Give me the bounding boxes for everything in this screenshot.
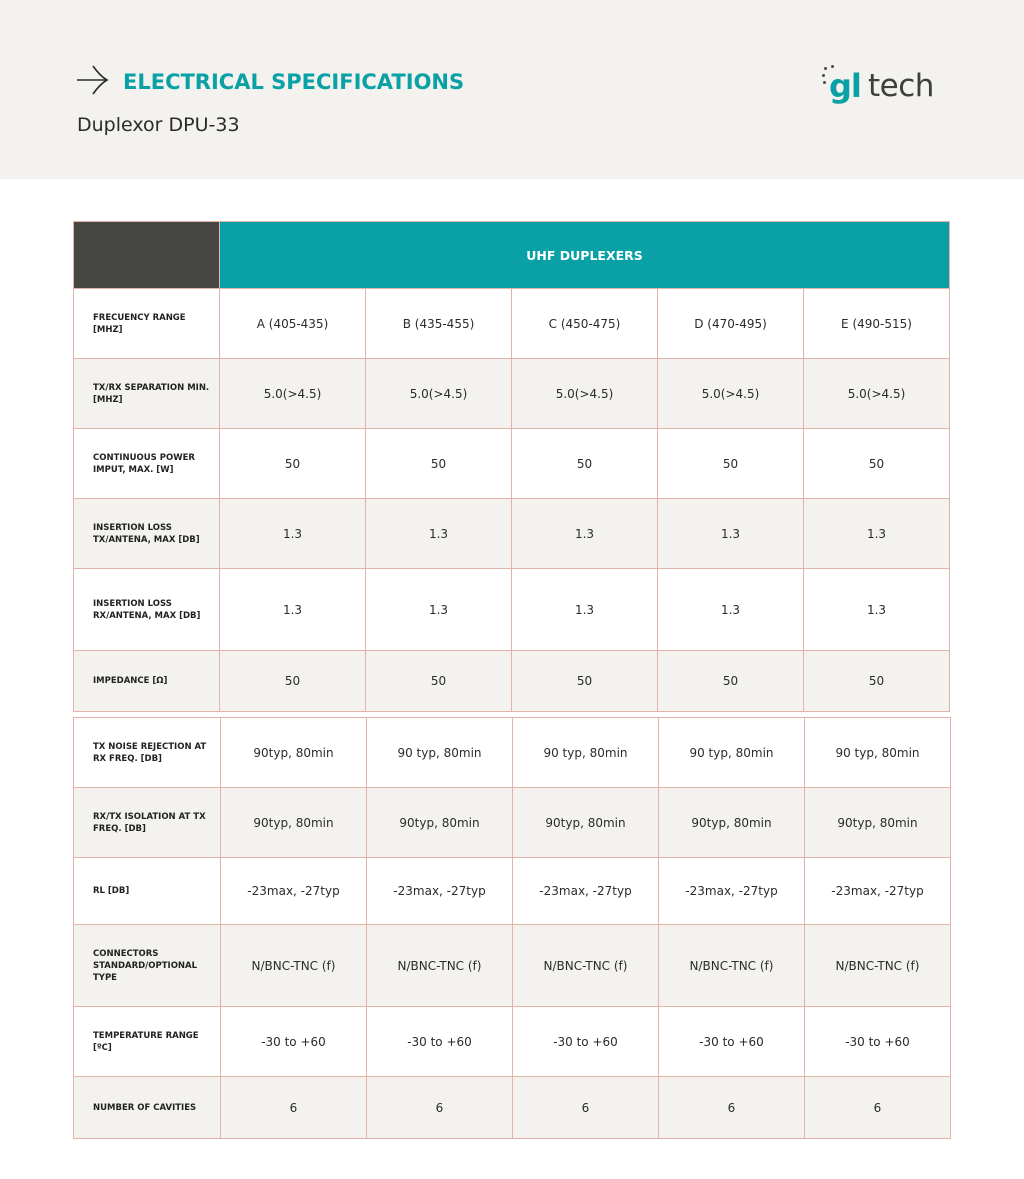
spec-table-2	[73, 717, 951, 1139]
value-cell: 90typ, 80min	[221, 788, 367, 858]
value-cell: -30 to +60	[221, 1007, 367, 1077]
value-cell: 50	[366, 429, 512, 499]
value-cell: -30 to +60	[367, 1007, 513, 1077]
value-cell: 1.3	[804, 499, 950, 569]
spec-table-1	[73, 221, 950, 712]
value-cell: 5.0(>4.5)	[220, 359, 366, 429]
value-cell: 50	[512, 429, 658, 499]
row-label: CONTINUOUS POWER IMPUT, MAX. [W]	[74, 429, 220, 499]
value-cell: 1.3	[804, 569, 950, 651]
row-label: TX/RX SEPARATION MIN. [MHZ]	[74, 359, 220, 429]
table-row	[74, 788, 951, 858]
value-cell: D (470-495)	[658, 289, 804, 359]
value-cell: B (435-455)	[366, 289, 512, 359]
value-cell: 90typ, 80min	[513, 788, 659, 858]
row-label: TX NOISE REJECTION AT RX FREQ. [DB]	[74, 718, 221, 788]
value-cell: 90typ, 80min	[659, 788, 805, 858]
value-cell: 90 typ, 80min	[659, 718, 805, 788]
value-cell: N/BNC-TNC (f)	[805, 925, 951, 1007]
value-cell: 1.3	[366, 499, 512, 569]
value-cell: 5.0(>4.5)	[366, 359, 512, 429]
row-label: INSERTION LOSS TX/ANTENA, MAX [DB]	[74, 499, 220, 569]
value-cell: 5.0(>4.5)	[658, 359, 804, 429]
value-cell: 6	[513, 1077, 659, 1139]
value-cell: 90typ, 80min	[805, 788, 951, 858]
value-cell: N/BNC-TNC (f)	[367, 925, 513, 1007]
table-row	[74, 429, 950, 499]
value-cell: 1.3	[512, 569, 658, 651]
table-row	[74, 499, 950, 569]
uhf-duplexers-header: UHF DUPLEXERS	[220, 222, 950, 289]
value-cell: -23max, -27typ	[513, 858, 659, 925]
value-cell: 50	[512, 651, 658, 712]
row-label: NUMBER OF CAVITIES	[74, 1077, 221, 1139]
value-cell: 5.0(>4.5)	[804, 359, 950, 429]
value-cell: -30 to +60	[513, 1007, 659, 1077]
value-cell: 90 typ, 80min	[367, 718, 513, 788]
value-cell: 6	[221, 1077, 367, 1139]
value-cell: 1.3	[220, 499, 366, 569]
row-label: FRECUENCY RANGE [MHZ]	[74, 289, 220, 359]
value-cell: -30 to +60	[805, 1007, 951, 1077]
page-title: ELECTRICAL SPECIFICATIONS	[123, 70, 465, 94]
value-cell: -23max, -27typ	[221, 858, 367, 925]
header-band	[0, 0, 1024, 179]
value-cell: 6	[367, 1077, 513, 1139]
logo-gl-text: gl	[829, 67, 861, 105]
value-cell: A (405-435)	[220, 289, 366, 359]
value-cell: -23max, -27typ	[659, 858, 805, 925]
row-label: IMPEDANCE [Ω]	[74, 651, 220, 712]
logo-tech-text: tech	[868, 68, 934, 104]
value-cell: 50	[658, 429, 804, 499]
value-cell: 50	[804, 429, 950, 499]
value-cell: -23max, -27typ	[367, 858, 513, 925]
value-cell: 6	[659, 1077, 805, 1139]
table-row	[74, 651, 950, 712]
value-cell: 1.3	[220, 569, 366, 651]
value-cell: 1.3	[512, 499, 658, 569]
table-row	[74, 289, 950, 359]
value-cell: N/BNC-TNC (f)	[659, 925, 805, 1007]
value-cell: 50	[804, 651, 950, 712]
table-row	[74, 858, 951, 925]
value-cell: 1.3	[366, 569, 512, 651]
value-cell: 50	[658, 651, 804, 712]
table-row	[74, 925, 951, 1007]
value-cell: 5.0(>4.5)	[512, 359, 658, 429]
value-cell: 50	[220, 651, 366, 712]
value-cell: 50	[220, 429, 366, 499]
value-cell: 1.3	[658, 499, 804, 569]
table-row	[74, 569, 950, 651]
value-cell: E (490-515)	[804, 289, 950, 359]
page-subtitle: Duplexor DPU-33	[77, 114, 240, 136]
table-row	[74, 1077, 951, 1139]
value-cell: -23max, -27typ	[805, 858, 951, 925]
row-label: RL [DB]	[74, 858, 221, 925]
table-header-row	[74, 222, 950, 289]
value-cell: C (450-475)	[512, 289, 658, 359]
value-cell: N/BNC-TNC (f)	[513, 925, 659, 1007]
table-row	[74, 718, 951, 788]
value-cell: 90typ, 80min	[221, 718, 367, 788]
header-corner-cell	[74, 222, 220, 289]
value-cell: N/BNC-TNC (f)	[221, 925, 367, 1007]
arrow-right-icon	[76, 64, 110, 96]
value-cell: 6	[805, 1077, 951, 1139]
table-row	[74, 359, 950, 429]
value-cell: 90typ, 80min	[367, 788, 513, 858]
row-label: CONNECTORS STANDARD/OPTIONAL TYPE	[74, 925, 221, 1007]
value-cell: -30 to +60	[659, 1007, 805, 1077]
value-cell: 90 typ, 80min	[513, 718, 659, 788]
value-cell: 50	[366, 651, 512, 712]
value-cell: 1.3	[658, 569, 804, 651]
value-cell: 90 typ, 80min	[805, 718, 951, 788]
row-label: INSERTION LOSS RX/ANTENA, MAX [DB]	[74, 569, 220, 651]
table-row	[74, 1007, 951, 1077]
row-label: RX/TX ISOLATION AT TX FREQ. [DB]	[74, 788, 221, 858]
row-label: TEMPERATURE RANGE [ºC]	[74, 1007, 221, 1077]
gltech-logo	[820, 64, 940, 108]
